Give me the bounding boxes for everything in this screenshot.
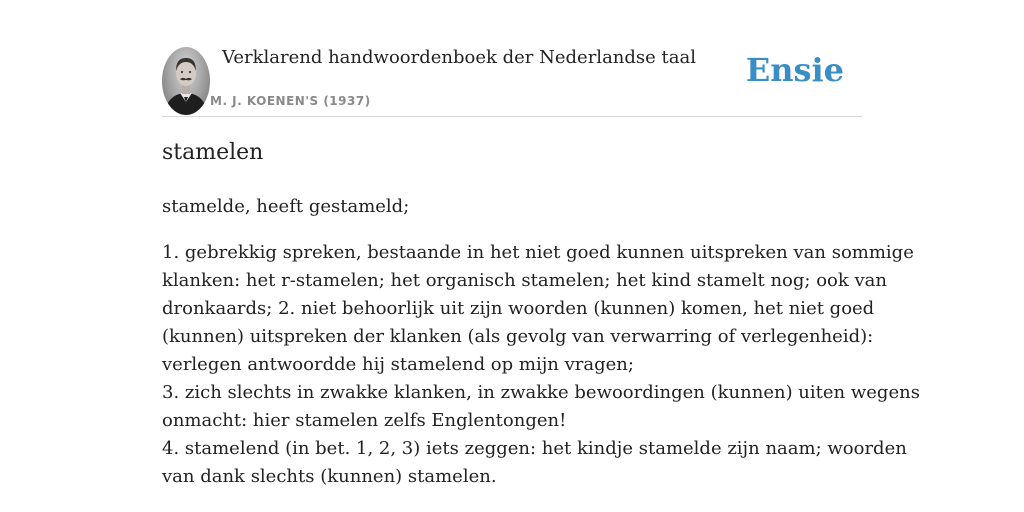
definition-line: dronkaards; 2. niet behoorlijk uit zijn woorden (kunnen) komen, het niet goed xyxy=(162,298,875,319)
entry-grammar: stamelde, heeft gestameld; xyxy=(162,196,410,217)
definition-line: onmacht: hier stamelen zelfs Englentongen! xyxy=(162,410,567,431)
author-portrait-icon xyxy=(162,47,210,115)
definition-line: 1. gebrekkig spreken, bestaande in het niet goed kunnen uitspreken van sommige xyxy=(162,242,914,263)
book-title: Verklarend handwoordenboek der Nederlandse taal xyxy=(222,47,696,68)
definition-line: van dank slechts (kunnen) stamelen. xyxy=(162,466,497,487)
definition-line: (kunnen) uitspreken der klanken (als gevolg van verwarring of verlegenheid): xyxy=(162,326,874,347)
definition-line: 4. stamelend (in bet. 1, 2, 3) iets zeggen: het kindje stamelde zijn naam; woorden xyxy=(162,438,907,459)
entry-definitions xyxy=(162,239,920,491)
definition-line: 3. zich slechts in zwakke klanken, in zwakke bewoordingen (kunnen) uiten wegens xyxy=(162,382,920,403)
ensie-logo-link[interactable]: Ensie xyxy=(745,51,844,89)
definition-line: klanken: het r-stamelen; het organisch stamelen; het kind stamelt nog; ook van xyxy=(162,270,887,291)
dictionary-header xyxy=(162,44,862,117)
entry-headword: stamelen xyxy=(162,140,264,165)
definition-line: verlegen antwoordde hij stamelend op mijn vragen; xyxy=(162,354,634,375)
book-subtitle: M. J. KOENEN'S (1937) xyxy=(210,94,371,108)
